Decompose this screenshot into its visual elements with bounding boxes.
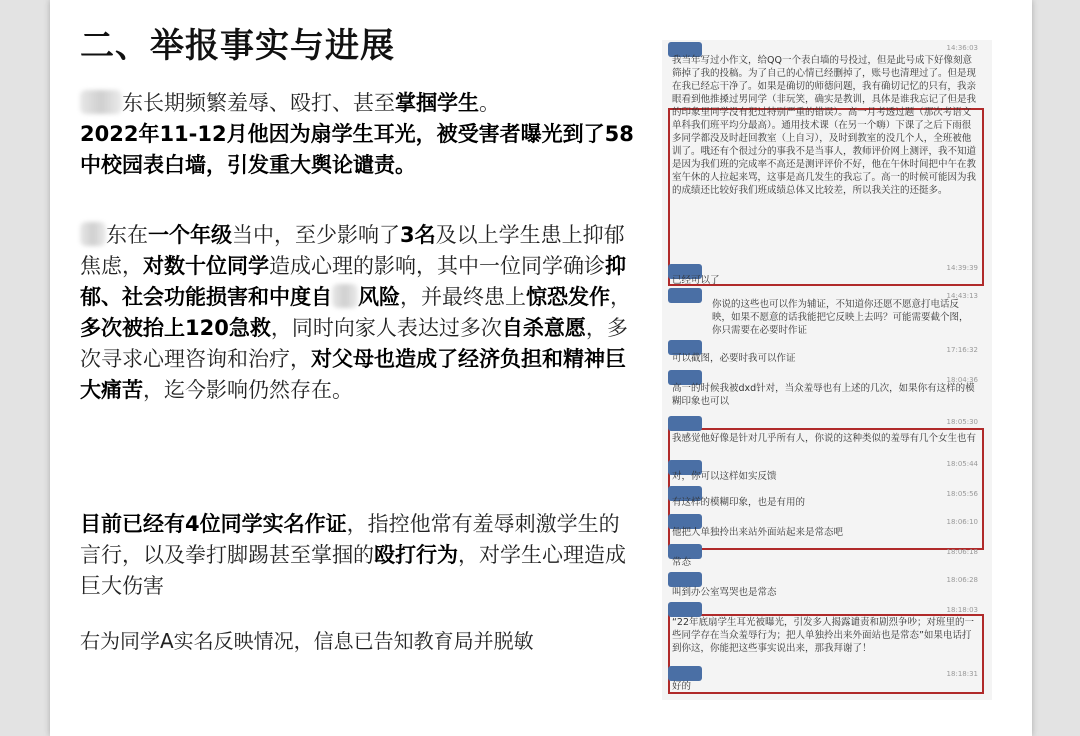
text: 当中，至少影响了 [232, 223, 400, 247]
text-bold: 殴打行为 [374, 543, 458, 567]
avatar [668, 416, 702, 431]
message-time: 18:05:30 [946, 418, 978, 426]
text: ，多次寻求心理咨询和治疗， [80, 316, 628, 371]
text-bold: 风险 [358, 285, 400, 309]
message-text: 叫到办公室骂哭也是常态 [672, 587, 777, 598]
message-text: 我感觉他好像是针对几乎所有人，你说的这种类似的羞辱有几个女生也有 [672, 433, 977, 444]
left-margin [0, 0, 50, 736]
chat-message [668, 496, 980, 509]
document-page [50, 0, 1032, 736]
text: 及以上学生患上抑郁焦虑， [80, 223, 625, 278]
text: ，并最终患上 [400, 285, 526, 309]
message-text: 他把人单独拎出来站外面站起来是常态吧 [672, 527, 844, 538]
message-text: 你说的这些也可以作为辅证，不知道你还愿不愿意打电话反映，如果不愿意的话我能把它反映上去吗？可能需要截个图，你只需要在必要时作证 [712, 299, 969, 336]
message-time: 14:36:03 [946, 44, 978, 52]
chat-message [668, 432, 980, 445]
message-time: 17:16:32 [946, 346, 978, 354]
avatar [668, 572, 702, 587]
redacted-name [80, 90, 122, 114]
text-bold: 2022年11-12月他因为扇学生耳光，被受害者曝光到了58中校园表白墙，引发重大舆论谴责。 [80, 122, 634, 177]
message-text: 常态 [672, 557, 692, 568]
text-bold: 对父母也造成了经济负担和精神巨大痛苦 [80, 347, 626, 402]
chat-message [668, 586, 980, 599]
chat-message [668, 680, 980, 693]
message-time: 18:06:28 [946, 576, 978, 584]
chat-message [668, 470, 980, 483]
redacted-name [80, 222, 106, 246]
text: ，迄今影响仍然存在。 [143, 378, 353, 402]
message-time: 18:04:36 [946, 376, 978, 384]
text: ，同时向家人表达过多次 [270, 316, 502, 340]
message-text: “22年底扇学生耳光被曝光，引发多人揭露谴责和剧烈争吵；对班里的一些同学存在当众羞辱行为；把人单独拎出来外面站也是常态”如果电话打到你这，你能把这些事实说出来，那我拜谢了！ [672, 617, 975, 654]
text: 造成心理的影响，其中一位同学确诊 [269, 254, 605, 278]
chat-message [668, 54, 980, 262]
text: 。 [479, 91, 500, 115]
text-bold: 3名 [400, 223, 436, 247]
page-title: 二、举报事实与进展 [80, 26, 395, 66]
text-bold: 多次被抬上120急救 [80, 316, 271, 340]
text-bold: 自杀意愿 [501, 316, 586, 340]
text-bold: 一个年级 [148, 223, 232, 247]
avatar [668, 666, 702, 681]
text-bold: 掌掴学生 [395, 91, 479, 115]
message-time: 18:18:03 [946, 606, 978, 614]
message-text: 有这样的模糊印象，也是有用的 [672, 497, 806, 508]
paragraph-3 [80, 509, 640, 602]
chat-message [668, 352, 980, 365]
paragraph-4: 右为同学A实名反映情况，信息已告知教育局并脱敏 [80, 629, 534, 653]
paragraph-2 [80, 220, 640, 406]
message-time: 14:43:13 [946, 292, 978, 300]
message-text: 已经可以了 [672, 275, 720, 286]
message-time: 18:06:10 [946, 518, 978, 526]
message-time: 18:18:31 [946, 670, 978, 678]
chat-message [668, 526, 980, 539]
text-bold: 惊恐发作 [526, 285, 610, 309]
avatar [668, 602, 702, 617]
message-time: 18:05:44 [946, 460, 978, 468]
message-text: 好的 [672, 681, 692, 692]
text: ，指控他常有羞辱刺激学生的言行，以及拳打脚踢甚至掌掴的 [80, 512, 620, 567]
message-time: 18:05:56 [946, 490, 978, 498]
text: ， [610, 285, 631, 309]
chat-message [668, 382, 980, 408]
message-text: 高一的时候我被dxd针对，当众羞辱也有上述的几次，如果你有这样的模糊印象也可以 [672, 383, 975, 407]
right-margin [1032, 0, 1080, 736]
text-bold: 对数十位同学 [143, 254, 269, 278]
paragraph-1 [80, 88, 640, 181]
message-text: 对，你可以这样如实反馈 [672, 471, 777, 482]
chat-screenshot [662, 40, 992, 700]
chat-message [668, 274, 980, 287]
text: 东在 [106, 223, 148, 247]
chat-message [668, 616, 980, 676]
text-bold: 目前已经有4位同学实名作证 [80, 512, 347, 536]
message-time: 18:06:18 [946, 548, 978, 556]
text-bold: 抑郁、社会功能损害和中度自 [80, 254, 626, 309]
text: 东长期频繁羞辱、殴打、甚至 [122, 91, 395, 115]
message-text: 可以截图，必要时我可以作证 [672, 353, 796, 364]
chat-message [668, 298, 980, 337]
text: ，对学生心理造成巨大伤害 [80, 543, 626, 598]
chat-message [668, 556, 980, 569]
redacted-word [332, 284, 358, 308]
message-time: 14:39:39 [946, 264, 978, 272]
message-text: 我当年写过小作文，给QQ一个表白墙的号投过，但是此号成下好像刻意筛掉了我的投稿。为了自己的心情已经删掉了，账号也清理过了。但是现在我已经忘干净了。如果是确切的师德问题，我有确切记忆的只有，我亲眼看到他推搡过男同学（非玩笑，确实是教训，具体是谁我忘记了但是我的印象里同学没有犯过特别严重的错误）。高一月考透过题（那次考语文单科我们班平均分最高）。通用技术课（在另一个嗨）下课了之后下雨很多同学都没及时赶回教室（上自习），及时到教室的没几个人，全班被他训了。哦还有个很过分的事我不是当事人，教师评价网上测评，我不知道是因为我们班的完成率不高还是测评评价不好，他在午休时间把中午在教室午休的人拉起来骂，这事是高几发生的我忘了。高一的时候可能因为我的成绩还比较好我们班成绩总体又比较差，所以我关注的还挺多。 [672, 55, 977, 196]
